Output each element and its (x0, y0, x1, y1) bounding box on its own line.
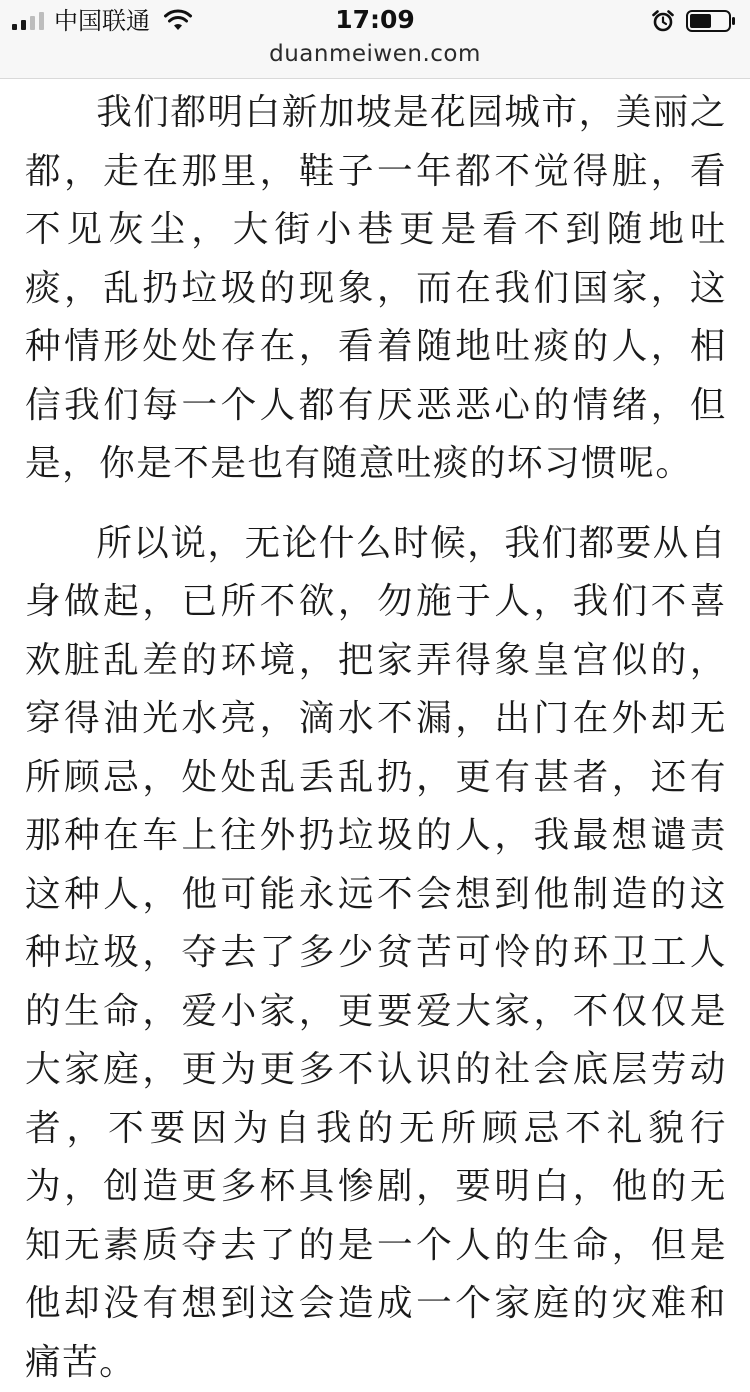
article-body (25, 84, 727, 1392)
battery-icon (686, 10, 736, 32)
alarm-clock-icon (651, 9, 675, 33)
status-time: 17:09 (0, 4, 750, 36)
site-url[interactable]: duanmeiwen.com (0, 40, 750, 68)
carrier-name: 中国联通 (54, 6, 150, 36)
status-bar (0, 0, 750, 40)
browser-address-bar[interactable] (0, 40, 750, 79)
article-paragraph-2: 所以说，无论什么时候，我们都要从自身做起，已所不欲，勿施于人，我们不喜欢脏乱差的环境，把家弄得象皇宫似的，穿得油光水亮，滴水不漏，出门在外却无所顾忌，处处乱丢乱扔，更有甚者，还有那种在车上往外扔垃圾的人，我最想谴责这种人，他可能永远不会想到他制造的这种垃圾，夺去了多少贫苦可怜的环卫工人的生命，爱小家，更要爱大家，不仅仅是大家庭，更为更多不认识的社会底层劳动者，不要因为自我的无所顾忌不礼貌行为，创造更多杯具惨剧，要明白，他的无知无素质夺去了的是一个人的生命，但是他却没有想到这会造成一个家庭的灾难和痛苦。 (25, 515, 727, 1392)
article-paragraph-1: 我们都明白新加坡是花园城市，美丽之都，走在那里，鞋子一年都不觉得脏，看不见灰尘，大街小巷更是看不到随地吐痰，乱扔垃圾的现象，而在我们国家，这种情形处处存在，看着随地吐痰的人，相信我们每一个人都有厌恶恶心的情绪，但是，你是不是也有随意吐痰的坏习惯呢。 (25, 84, 727, 494)
